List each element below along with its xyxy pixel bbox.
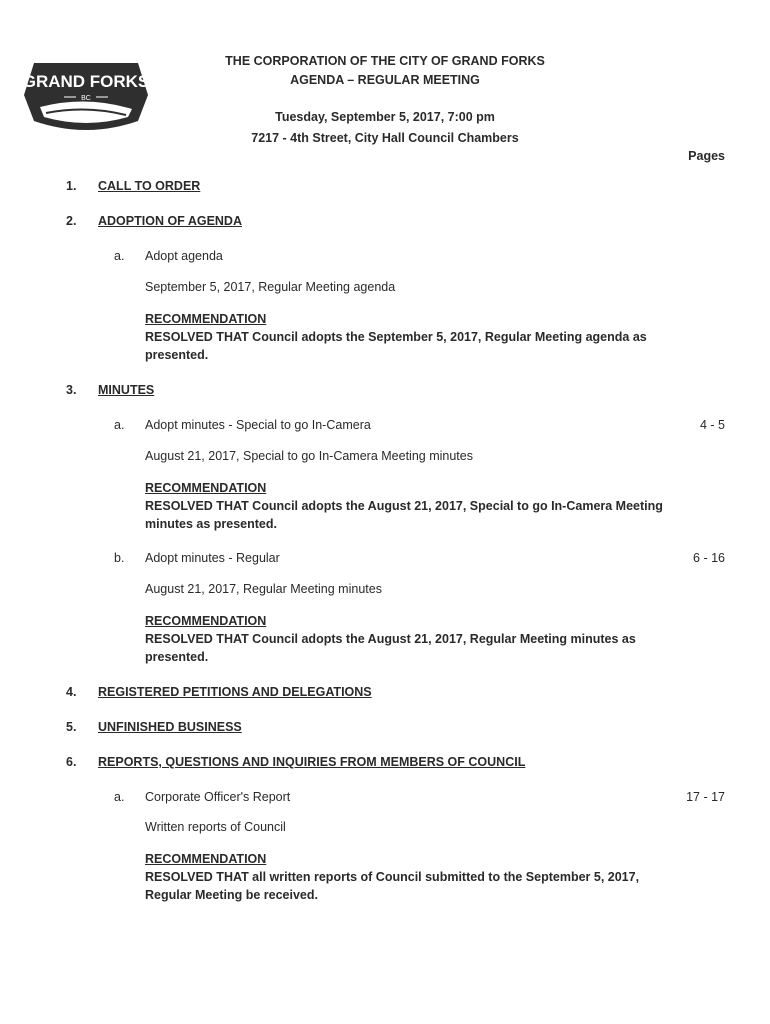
recommendation-heading: RECOMMENDATION <box>145 312 267 326</box>
section-number: 2. <box>66 214 77 228</box>
section-title-registered-petitions[interactable]: REGISTERED PETITIONS AND DELEGATIONS <box>98 685 372 699</box>
item-letter: a. <box>114 418 125 432</box>
recommendation-heading: RECOMMENDATION <box>145 852 267 866</box>
recommendation-text: RESOLVED THAT Council adopts the September 5, 2017, Regular Meeting agenda as presented. <box>145 330 647 362</box>
item-letter: a. <box>114 790 125 804</box>
pages-column-label: Pages <box>688 149 725 163</box>
recommendation-heading: RECOMMENDATION <box>145 614 267 628</box>
item-title: Adopt minutes - Special to go In-Camera <box>145 418 371 432</box>
section-number: 4. <box>66 685 77 699</box>
item-description: August 21, 2017, Special to go In-Camera Meeting minutes <box>145 449 473 463</box>
section-title-reports-questions[interactable]: REPORTS, QUESTIONS AND INQUIRIES FROM MEMBERS OF COUNCIL <box>98 755 526 769</box>
item-letter: b. <box>114 551 125 565</box>
section-title-minutes[interactable]: MINUTES <box>98 383 155 397</box>
recommendation-text: RESOLVED THAT Council adopts the August 21, 2017, Special to go In-Camera Meeting minutes as presented. <box>145 499 663 531</box>
section-number: 5. <box>66 720 77 734</box>
item-description: Written reports of Council <box>145 820 286 834</box>
item-letter: a. <box>114 249 125 263</box>
recommendation-text: RESOLVED THAT all written reports of Council submitted to the September 5, 2017, Regular Meeting be received. <box>145 870 640 902</box>
section-title-unfinished-business[interactable]: UNFINISHED BUSINESS <box>98 720 242 734</box>
item-title: Adopt minutes - Regular <box>145 551 280 565</box>
item-description: August 21, 2017, Regular Meeting minutes <box>145 582 382 596</box>
recommendation-text: RESOLVED THAT Council adopts the August 21, 2017, Regular Meeting minutes as presented. <box>145 632 636 664</box>
section-title-adoption-of-agenda[interactable]: ADOPTION OF AGENDA <box>98 214 242 228</box>
item-pages: 4 - 5 <box>699 418 725 432</box>
item-description: September 5, 2017, Regular Meeting agenda <box>145 280 396 294</box>
item-pages: 6 - 16 <box>693 551 725 565</box>
section-number: 1. <box>66 179 77 193</box>
section-number: 6. <box>66 755 77 769</box>
logo-subtext: BC <box>81 95 91 102</box>
recommendation-heading: RECOMMENDATION <box>145 481 267 495</box>
section-title-call-to-order[interactable]: CALL TO ORDER <box>98 179 201 193</box>
header-date: Tuesday, September 5, 2017, 7:00 pm <box>275 110 495 124</box>
item-title: Corporate Officer's Report <box>145 790 291 804</box>
header-location: 7217 - 4th Street, City Hall Council Chambers <box>251 131 519 145</box>
logo-text: GRAND FORKS <box>22 72 150 91</box>
header-agenda-type: AGENDA – REGULAR MEETING <box>290 73 480 87</box>
section-number: 3. <box>66 383 77 397</box>
item-pages: 17 - 17 <box>686 790 725 804</box>
header-org: THE CORPORATION OF THE CITY OF GRAND FORKS <box>225 54 545 68</box>
item-title: Adopt agenda <box>145 249 223 263</box>
